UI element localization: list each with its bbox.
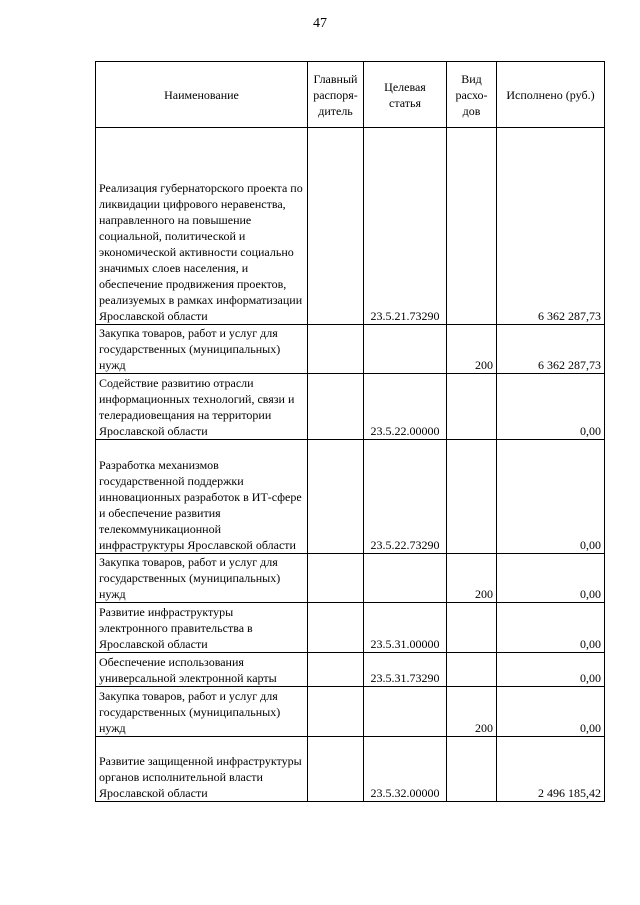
row-amount: 0,00	[497, 603, 605, 653]
row-name: Развитие защищенной инфраструктуры органов исполнительной власти Ярославской области	[96, 737, 308, 802]
row-expense-type	[447, 737, 497, 802]
row-expense-type	[447, 374, 497, 440]
row-expense-type	[447, 440, 497, 554]
row-name: Обеспечение использования универсальной электронной карты	[96, 653, 308, 687]
table-row	[96, 653, 605, 687]
row-target: 23.5.32.00000	[364, 737, 447, 802]
table-row	[96, 128, 605, 325]
row-name: Разработка механизмов государственной поддержки инновационных разработок в ИТ-сфере и обеспечение развития телекоммуникационной инфраструктуры Ярославской области	[96, 440, 308, 554]
row-amount: 0,00	[497, 374, 605, 440]
row-manager	[308, 603, 364, 653]
row-manager	[308, 737, 364, 802]
budget-table	[95, 61, 605, 802]
row-manager	[308, 554, 364, 603]
table-row	[96, 374, 605, 440]
row-name: Развитие инфраструктуры электронного правительства в Ярославской области	[96, 603, 308, 653]
table-row	[96, 325, 605, 374]
row-target: 23.5.22.00000	[364, 374, 447, 440]
header-manager: Главный распоря-дитель	[308, 62, 364, 128]
header-name: Наименование	[96, 62, 308, 128]
row-amount: 0,00	[497, 653, 605, 687]
row-expense-type	[447, 128, 497, 325]
row-name: Закупка товаров, работ и услуг для государственных (муниципальных) нужд	[96, 325, 308, 374]
row-expense-type: 200	[447, 325, 497, 374]
row-manager	[308, 374, 364, 440]
row-manager	[308, 128, 364, 325]
row-target	[364, 687, 447, 737]
table-row	[96, 737, 605, 802]
row-expense-type	[447, 603, 497, 653]
row-amount: 2 496 185,42	[497, 737, 605, 802]
row-amount: 0,00	[497, 440, 605, 554]
header-expense-type: Вид расхо-дов	[447, 62, 497, 128]
row-target: 23.5.31.73290	[364, 653, 447, 687]
row-target	[364, 554, 447, 603]
table-row	[96, 687, 605, 737]
row-manager	[308, 687, 364, 737]
row-amount: 0,00	[497, 554, 605, 603]
table-row	[96, 554, 605, 603]
row-target: 23.5.22.73290	[364, 440, 447, 554]
header-executed: Исполнено (руб.)	[497, 62, 605, 128]
table-row	[96, 440, 605, 554]
row-name: Содействие развитию отрасли информационных технологий, связи и телерадиовещания на территории Ярославской области	[96, 374, 308, 440]
row-target	[364, 325, 447, 374]
row-name: Реализация губернаторского проекта по ликвидации цифрового неравенства, направленного на повышение социальной, политической и экономической активности социально значимых слоев населения, и обеспечение продвижения проектов, реализуемых в рамках информатизации Ярославской области	[96, 128, 308, 325]
row-name: Закупка товаров, работ и услуг для государственных (муниципальных) нужд	[96, 687, 308, 737]
header-target: Целевая статья	[364, 62, 447, 128]
row-name: Закупка товаров, работ и услуг для государственных (муниципальных) нужд	[96, 554, 308, 603]
row-amount: 6 362 287,73	[497, 325, 605, 374]
row-expense-type	[447, 653, 497, 687]
row-target: 23.5.31.00000	[364, 603, 447, 653]
row-manager	[308, 440, 364, 554]
row-expense-type: 200	[447, 554, 497, 603]
row-amount: 6 362 287,73	[497, 128, 605, 325]
table-row	[96, 603, 605, 653]
row-expense-type: 200	[447, 687, 497, 737]
table-header-row	[96, 62, 605, 128]
row-target: 23.5.21.73290	[364, 128, 447, 325]
row-amount: 0,00	[497, 687, 605, 737]
row-manager	[308, 325, 364, 374]
page-number: 47	[313, 16, 327, 31]
row-manager	[308, 653, 364, 687]
